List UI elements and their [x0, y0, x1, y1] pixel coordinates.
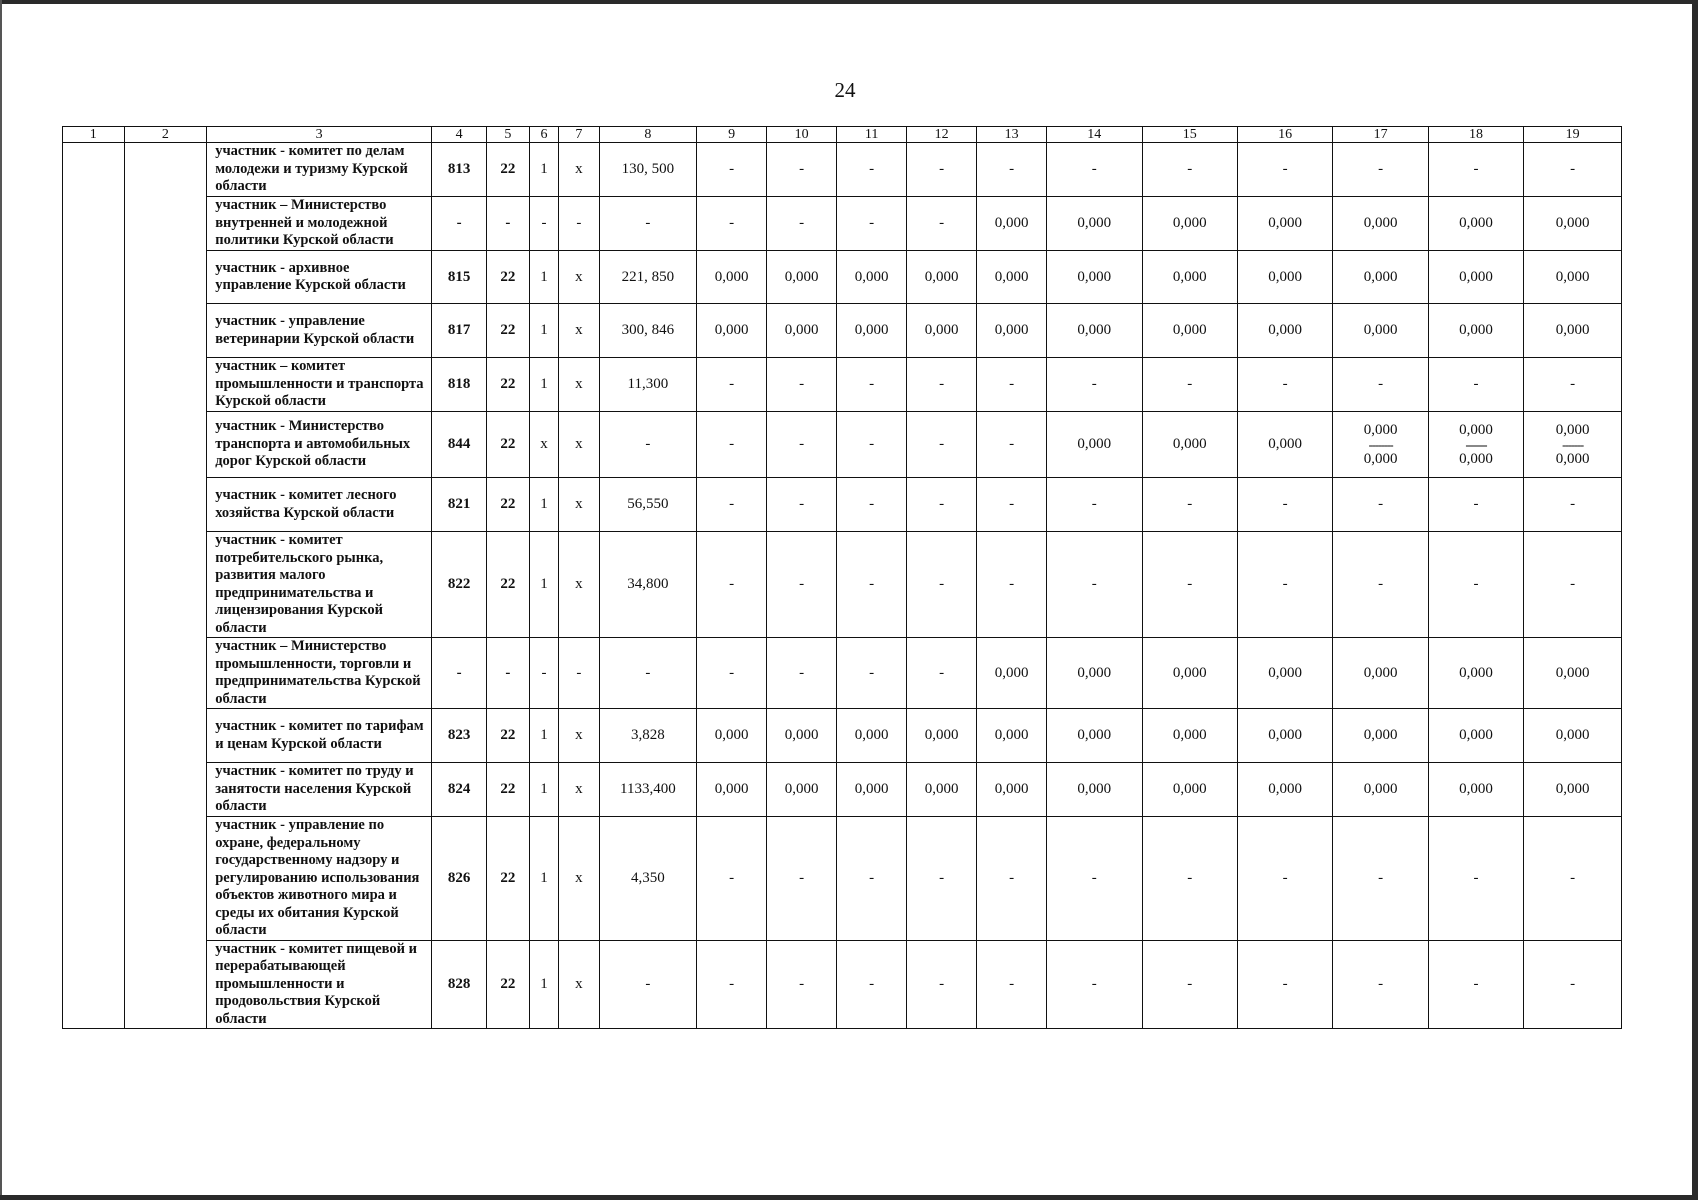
value-cell: 0,000	[1524, 638, 1622, 709]
value-cell: -	[1428, 532, 1523, 638]
value-cell: 0,000	[977, 709, 1047, 763]
value-cell: 0,000	[1047, 251, 1142, 304]
value-cell: -	[1428, 940, 1523, 1029]
value-cell: -	[907, 478, 977, 532]
value-cell: 0,000	[1428, 251, 1523, 304]
value-cell: x	[559, 940, 599, 1029]
value-cell: 0,000	[1142, 304, 1237, 358]
value-cell: -	[767, 638, 837, 709]
col2-cell	[124, 143, 207, 1029]
value-cell: -	[1237, 532, 1332, 638]
value-cell: x	[559, 709, 599, 763]
column-header: 2	[124, 127, 207, 143]
value-cell: -	[1047, 143, 1142, 197]
participant-name-cell: участник - комитет по труду и занятости населения Курской области	[207, 763, 432, 817]
value-cell: 0,000	[1333, 197, 1428, 251]
value-cell: 22	[487, 143, 529, 197]
value-cell: -	[1047, 358, 1142, 412]
value-cell: -	[697, 143, 767, 197]
value-cell: 22	[487, 478, 529, 532]
value-cell: -	[837, 412, 907, 478]
value-cell: -	[1333, 940, 1428, 1029]
value-cell: -	[907, 197, 977, 251]
separator-dashes: -------	[1562, 437, 1584, 452]
value-cell: 22	[487, 304, 529, 358]
value-cell: 0,000	[1142, 763, 1237, 817]
value-cell: 0,000	[697, 251, 767, 304]
value-cell: 0,000	[837, 709, 907, 763]
participant-name-cell: участник - Министерство транспорта и автомобильных дорог Курской области	[207, 412, 432, 478]
value-cell: -	[977, 358, 1047, 412]
table-row	[63, 197, 1622, 251]
value-cell: -	[907, 940, 977, 1029]
value-cell: -	[907, 412, 977, 478]
participant-name-cell: участник - управление по охране, федеральному государственному надзору и регулированию использования объектов животного мира и среды их обитания Курской области	[207, 817, 432, 941]
table-row	[63, 638, 1622, 709]
value-cell: 22	[487, 251, 529, 304]
value-cell: 815	[432, 251, 487, 304]
column-header: 7	[559, 127, 599, 143]
value-cell: -	[767, 412, 837, 478]
value-cell: -	[1142, 940, 1237, 1029]
value-cell: 0,000	[1333, 638, 1428, 709]
value-cell: 0,000	[1333, 251, 1428, 304]
value-cell: 11,300	[599, 358, 697, 412]
value-cell: 1	[529, 532, 559, 638]
value-cell: -	[1333, 358, 1428, 412]
split-value-cell	[1524, 412, 1622, 478]
table-row	[63, 709, 1622, 763]
value-cell: -	[977, 817, 1047, 941]
column-number-row	[63, 127, 1622, 143]
column-header: 5	[487, 127, 529, 143]
value-cell: x	[559, 478, 599, 532]
col1-cell	[63, 143, 125, 1029]
value-cell: 0,000	[977, 197, 1047, 251]
value-cell: x	[559, 763, 599, 817]
value-cell: 1	[529, 251, 559, 304]
value-stack	[1336, 422, 1424, 468]
value-cell: 1	[529, 763, 559, 817]
value-cell: -	[1142, 532, 1237, 638]
value-cell: 828	[432, 940, 487, 1029]
value-cell: 821	[432, 478, 487, 532]
column-header: 15	[1142, 127, 1237, 143]
value-cell: -	[837, 940, 907, 1029]
value-cell: 0,000	[1524, 197, 1622, 251]
value-cell: 824	[432, 763, 487, 817]
value-cell: 0,000	[837, 251, 907, 304]
value-cell: 22	[487, 817, 529, 941]
value-cell: 34,800	[599, 532, 697, 638]
value-cell: 1	[529, 940, 559, 1029]
value-cell: 22	[487, 358, 529, 412]
value-cell: 4,350	[599, 817, 697, 941]
value-cell: 0,000	[1237, 763, 1332, 817]
value-cell: 0,000	[1047, 638, 1142, 709]
value-cell: -	[837, 532, 907, 638]
value-cell: 0,000	[977, 251, 1047, 304]
scan-border-left	[0, 0, 2, 1200]
value-cell: -	[697, 358, 767, 412]
participant-name-cell: участник - архивное управление Курской области	[207, 251, 432, 304]
value-cell: -	[977, 412, 1047, 478]
value-cell: 0,000	[697, 709, 767, 763]
value-cell: -	[907, 358, 977, 412]
value-cell: -	[837, 817, 907, 941]
value-cell: -	[1237, 478, 1332, 532]
value-cell: 0,000	[1142, 709, 1237, 763]
value-cell: 0,000	[977, 763, 1047, 817]
value-stack	[1527, 422, 1618, 468]
value-cell: -	[697, 412, 767, 478]
value-cell: -	[487, 638, 529, 709]
value-cell: 0,000	[1333, 709, 1428, 763]
value-cell: -	[977, 940, 1047, 1029]
value-cell: 0,000	[977, 638, 1047, 709]
value-cell: 0,000	[1237, 251, 1332, 304]
value-cell: 56,550	[599, 478, 697, 532]
column-header: 4	[432, 127, 487, 143]
value-cell: -	[1333, 478, 1428, 532]
participant-name-cell: участник - комитет потребительского рынка, развития малого предпринимательства и лицензирования Курской области	[207, 532, 432, 638]
value-cell: -	[1524, 478, 1622, 532]
value-cell: 0,000	[1428, 304, 1523, 358]
value-cell: -	[977, 143, 1047, 197]
value-cell: 0,000	[1142, 412, 1237, 478]
value-cell: 1	[529, 709, 559, 763]
value-cell: -	[697, 638, 767, 709]
value-cell: x	[529, 412, 559, 478]
value-cell: -	[1524, 940, 1622, 1029]
value-cell: -	[1237, 143, 1332, 197]
value-cell: 0,000	[907, 304, 977, 358]
value-cell: -	[1524, 817, 1622, 941]
value-cell: -	[1428, 817, 1523, 941]
value-top: 0,000	[1363, 421, 1398, 438]
value-cell: 0,000	[1333, 763, 1428, 817]
value-cell: 813	[432, 143, 487, 197]
value-cell: 0,000	[1237, 709, 1332, 763]
value-cell: 0,000	[977, 304, 1047, 358]
value-bottom: 0,000	[1555, 450, 1590, 467]
column-header: 1	[63, 127, 125, 143]
value-cell: 818	[432, 358, 487, 412]
scan-border-top	[0, 0, 1698, 4]
participant-name-cell: участник – Министерство внутренней и молодежной политики Курской области	[207, 197, 432, 251]
participant-name-cell: участник - комитет по делам молодежи и туризму Курской области	[207, 143, 432, 197]
value-cell: 0,000	[1428, 197, 1523, 251]
value-cell: x	[559, 412, 599, 478]
value-cell: 0,000	[1047, 763, 1142, 817]
value-cell: 823	[432, 709, 487, 763]
value-cell: x	[559, 251, 599, 304]
value-cell: -	[529, 638, 559, 709]
value-stack	[1432, 422, 1520, 468]
value-cell: -	[837, 197, 907, 251]
column-header: 6	[529, 127, 559, 143]
value-cell: -	[599, 638, 697, 709]
value-cell: -	[1237, 940, 1332, 1029]
value-cell: 1	[529, 817, 559, 941]
value-cell: 0,000	[1524, 251, 1622, 304]
value-cell: x	[559, 304, 599, 358]
value-cell: x	[559, 817, 599, 941]
value-cell: -	[697, 940, 767, 1029]
value-top: 0,000	[1555, 421, 1590, 438]
table-row	[63, 358, 1622, 412]
column-header: 18	[1428, 127, 1523, 143]
value-cell: -	[1142, 143, 1237, 197]
value-cell: -	[1428, 143, 1523, 197]
column-header: 16	[1237, 127, 1332, 143]
value-cell: -	[767, 197, 837, 251]
value-cell: 0,000	[1237, 197, 1332, 251]
value-cell: 130, 500	[599, 143, 697, 197]
table-row	[63, 940, 1622, 1029]
value-bottom: 0,000	[1459, 450, 1493, 467]
value-cell: 0,000	[907, 251, 977, 304]
value-cell: x	[559, 358, 599, 412]
value-cell: -	[1237, 358, 1332, 412]
value-cell: -	[432, 197, 487, 251]
table-row	[63, 143, 1622, 197]
value-cell: -	[1333, 817, 1428, 941]
value-cell: 0,000	[1524, 304, 1622, 358]
column-header: 9	[697, 127, 767, 143]
value-cell: -	[767, 358, 837, 412]
value-cell: -	[1047, 940, 1142, 1029]
table-row	[63, 478, 1622, 532]
value-cell: -	[977, 532, 1047, 638]
column-header: 17	[1333, 127, 1428, 143]
value-cell: -	[1428, 358, 1523, 412]
column-header: 14	[1047, 127, 1142, 143]
value-cell: -	[767, 817, 837, 941]
value-cell: -	[487, 197, 529, 251]
value-cell: -	[529, 197, 559, 251]
value-cell: -	[697, 817, 767, 941]
value-cell: -	[1237, 817, 1332, 941]
table-row	[63, 251, 1622, 304]
value-cell: 0,000	[1524, 763, 1622, 817]
value-cell: 817	[432, 304, 487, 358]
value-cell: -	[599, 940, 697, 1029]
participant-name-cell: участник - комитет пищевой и перерабатывающей промышленности и продовольствия Курской области	[207, 940, 432, 1029]
value-cell: 1	[529, 304, 559, 358]
value-cell: -	[1524, 532, 1622, 638]
page-number: 24	[834, 78, 856, 102]
value-cell: -	[907, 532, 977, 638]
value-cell: 0,000	[1047, 709, 1142, 763]
value-cell: 221, 850	[599, 251, 697, 304]
value-cell: -	[559, 197, 599, 251]
value-cell: 826	[432, 817, 487, 941]
table-row	[63, 817, 1622, 941]
value-cell: 0,000	[767, 763, 837, 817]
value-cell: 0,000	[837, 304, 907, 358]
value-cell: 0,000	[767, 709, 837, 763]
table-row	[63, 304, 1622, 358]
value-cell: 22	[487, 940, 529, 1029]
value-cell: 22	[487, 709, 529, 763]
value-cell: -	[1142, 358, 1237, 412]
value-cell: 0,000	[1237, 638, 1332, 709]
value-cell: -	[837, 478, 907, 532]
value-cell: 300, 846	[599, 304, 697, 358]
value-cell: 844	[432, 412, 487, 478]
scan-border-bottom	[0, 1195, 1698, 1200]
value-cell: -	[767, 940, 837, 1029]
column-header: 13	[977, 127, 1047, 143]
value-cell: 822	[432, 532, 487, 638]
separator-dashes: -------	[1465, 437, 1487, 452]
value-cell: -	[697, 478, 767, 532]
value-cell: -	[1524, 358, 1622, 412]
value-cell: 0,000	[1142, 197, 1237, 251]
value-cell: -	[767, 532, 837, 638]
participant-name-cell: участник – комитет промышленности и транспорта Курской области	[207, 358, 432, 412]
value-cell: -	[1142, 478, 1237, 532]
value-cell: 0,000	[1428, 638, 1523, 709]
value-cell: 0,000	[1142, 251, 1237, 304]
value-top: 0,000	[1459, 421, 1493, 438]
value-cell: -	[599, 412, 697, 478]
value-cell: x	[559, 532, 599, 638]
value-cell: 0,000	[1047, 412, 1142, 478]
value-cell: 0,000	[1047, 197, 1142, 251]
value-cell: -	[1333, 532, 1428, 638]
value-cell: 0,000	[837, 763, 907, 817]
scan-border-right	[1692, 0, 1698, 1200]
participant-name-cell: участник - комитет по тарифам и ценам Курской области	[207, 709, 432, 763]
split-value-cell	[1333, 412, 1428, 478]
value-cell: 0,000	[1524, 709, 1622, 763]
value-cell: -	[559, 638, 599, 709]
value-cell: 22	[487, 412, 529, 478]
value-cell: 0,000	[1333, 304, 1428, 358]
value-cell: 0,000	[697, 304, 767, 358]
value-cell: 0,000	[907, 709, 977, 763]
value-cell: -	[697, 532, 767, 638]
table-row	[63, 763, 1622, 817]
value-bottom: 0,000	[1363, 450, 1398, 467]
column-header: 11	[837, 127, 907, 143]
value-cell: 1	[529, 358, 559, 412]
value-cell: 0,000	[767, 304, 837, 358]
value-cell: 22	[487, 763, 529, 817]
value-cell: -	[599, 197, 697, 251]
value-cell: 0,000	[1142, 638, 1237, 709]
value-cell: -	[907, 638, 977, 709]
value-cell: -	[837, 358, 907, 412]
value-cell: -	[1142, 817, 1237, 941]
value-cell: -	[907, 817, 977, 941]
value-cell: -	[1428, 478, 1523, 532]
value-cell: 0,000	[697, 763, 767, 817]
value-cell: -	[767, 143, 837, 197]
budget-table	[62, 126, 1622, 1029]
value-cell: -	[1333, 143, 1428, 197]
split-value-cell	[1428, 412, 1523, 478]
column-header: 19	[1524, 127, 1622, 143]
value-cell: -	[432, 638, 487, 709]
separator-dashes: --------	[1368, 437, 1393, 452]
value-cell: 0,000	[767, 251, 837, 304]
participant-name-cell: участник - комитет лесного хозяйства Курской области	[207, 478, 432, 532]
column-header: 10	[767, 127, 837, 143]
value-cell: 0,000	[1428, 709, 1523, 763]
column-header: 12	[907, 127, 977, 143]
value-cell: -	[1524, 143, 1622, 197]
participant-name-cell: участник – Министерство промышленности, торговли и предпринимательства Курской области	[207, 638, 432, 709]
value-cell: 0,000	[1428, 763, 1523, 817]
value-cell: -	[837, 143, 907, 197]
value-cell: 1	[529, 478, 559, 532]
table-row	[63, 412, 1622, 478]
value-cell: -	[1047, 478, 1142, 532]
value-cell: -	[977, 478, 1047, 532]
value-cell: 3,828	[599, 709, 697, 763]
value-cell: 1	[529, 143, 559, 197]
value-cell: 22	[487, 532, 529, 638]
value-cell: -	[697, 197, 767, 251]
value-cell: -	[1047, 532, 1142, 638]
value-cell: 0,000	[1047, 304, 1142, 358]
value-cell: 0,000	[1237, 412, 1332, 478]
value-cell: -	[907, 143, 977, 197]
column-header: 3	[207, 127, 432, 143]
table-row	[63, 532, 1622, 638]
value-cell: 0,000	[1237, 304, 1332, 358]
value-cell: 1133,400	[599, 763, 697, 817]
value-cell: x	[559, 143, 599, 197]
value-cell: 0,000	[907, 763, 977, 817]
value-cell: -	[1047, 817, 1142, 941]
value-cell: -	[837, 638, 907, 709]
value-cell: -	[767, 478, 837, 532]
column-header: 8	[599, 127, 697, 143]
participant-name-cell: участник - управление ветеринарии Курской области	[207, 304, 432, 358]
